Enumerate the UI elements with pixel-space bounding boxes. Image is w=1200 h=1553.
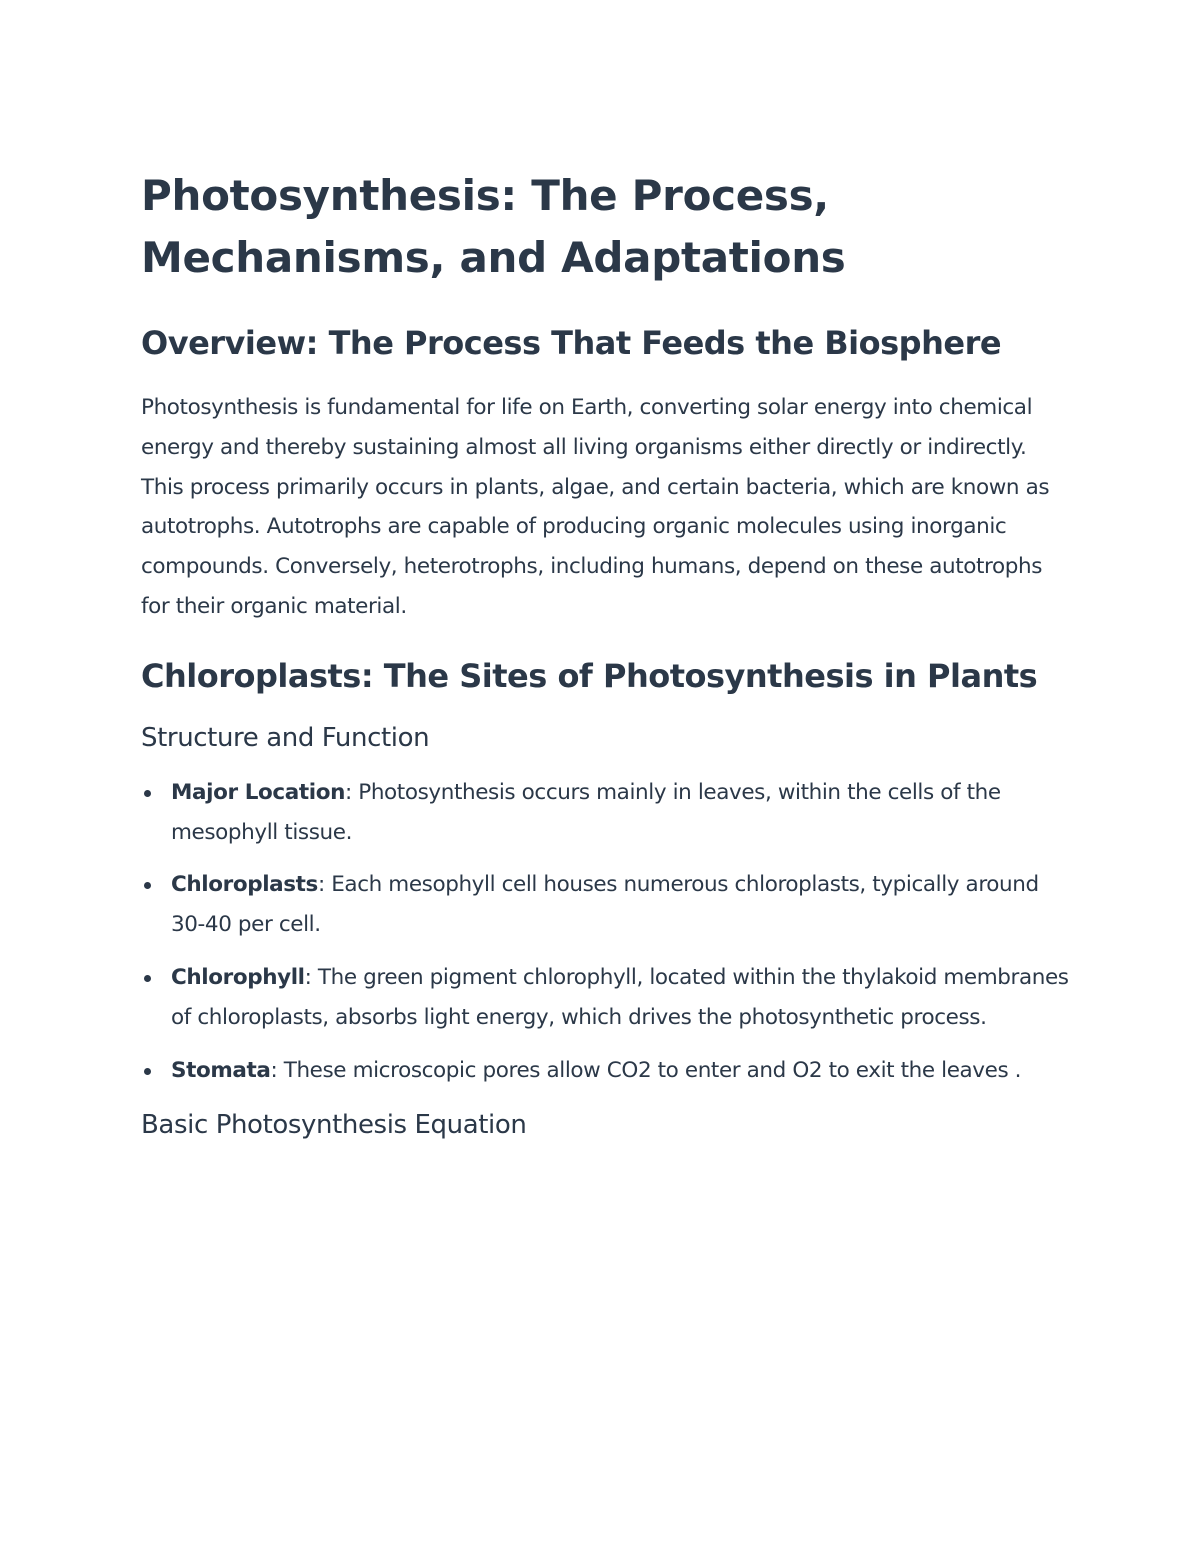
list-item [141, 1051, 1071, 1091]
structure-list [141, 773, 1071, 1091]
list-item-term: Chlorophyll [171, 964, 305, 990]
list-item-text: : Photosynthesis occurs mainly in leaves, within the cells of the mesophyll tissue. [171, 779, 1001, 845]
list-item [141, 865, 1071, 945]
equation-heading: Basic Photosynthesis Equation [141, 1110, 527, 1141]
list-item [141, 958, 1071, 1038]
list-item-text: : These microscopic pores allow CO2 to enter and O2 to exit the leaves . [270, 1057, 1022, 1083]
list-item-term: Major Location [171, 779, 345, 805]
list-item-text: : The green pigment chlorophyll, located within the thylakoid membranes of chloroplasts, absorbs light energy, which drives the photosynthetic process. [171, 964, 1069, 1030]
list-item-term: Stomata [171, 1057, 271, 1083]
list-item-term: Chloroplasts [171, 872, 318, 898]
bullet-icon [144, 790, 151, 797]
chloroplasts-heading: Chloroplasts: The Sites of Photosynthesis in Plants [141, 656, 1038, 695]
list-item [141, 773, 1071, 853]
document-title: Photosynthesis: The Process, Mechanisms, and Adaptations [141, 171, 846, 282]
overview-paragraph: Photosynthesis is fundamental for life on Earth, converting solar energy into chemical energy and thereby sustaining almost all living organisms either directly or indirectly. This process primarily occurs in plants, algae, and certain bacteria, which are known as autotrophs. Autotrophs are capable of producing organic molecules using inorganic compounds. Conversely, heterotrophs, including humans, depend on these autotrophs for their organic material. [141, 395, 1050, 619]
structure-function-heading: Structure and Function [141, 722, 430, 753]
document-page [141, 165, 1071, 1147]
bullet-icon [144, 882, 151, 889]
overview-heading: Overview: The Process That Feeds the Biosphere [141, 324, 1002, 362]
bullet-icon [144, 1068, 151, 1075]
bullet-icon [144, 975, 151, 982]
list-item-text: : Each mesophyll cell houses numerous chloroplasts, typically around 30-40 per cell. [171, 872, 1039, 938]
